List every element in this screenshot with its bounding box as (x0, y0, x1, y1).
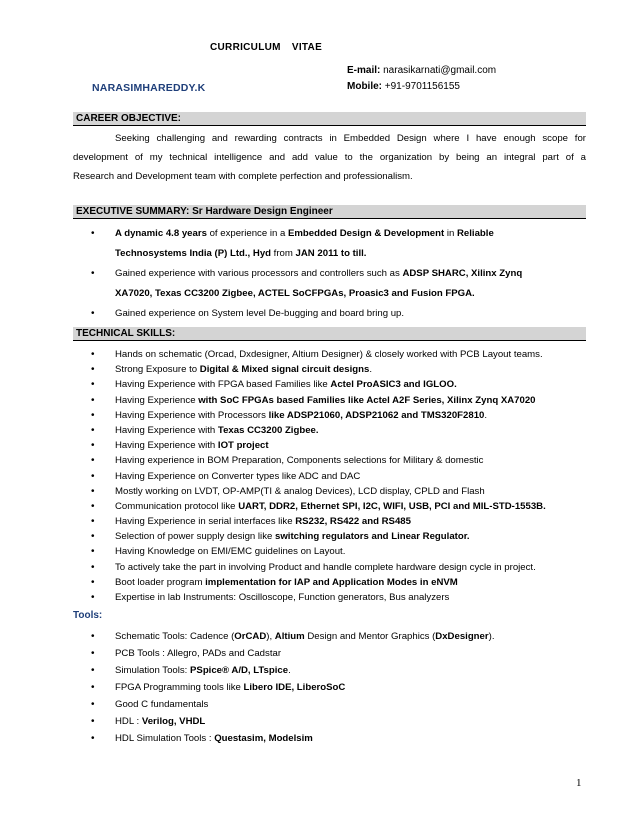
bullet-icon: • (91, 379, 95, 391)
bullet-icon: • (91, 546, 95, 558)
text-segment: A dynamic 4.8 years (115, 228, 207, 239)
text-segment: with SoC FPGAs based Families like Actel A2F Series, Xilinx Zynq XA7020 (198, 394, 536, 406)
bullet-icon: • (91, 733, 95, 744)
list-item (73, 347, 586, 362)
bullet-icon: • (91, 682, 95, 693)
text-segment: XA7020, Texas CC3200 Zigbee, ACTEL SoCFPGAs, Proasic3 and Fusion FPGA. (115, 288, 475, 299)
text-segment: UART, DDR2, Ethernet SPI, I2C, WIFI, USB, PCI and MIL-STD-1553B. (238, 500, 546, 512)
list-item (73, 469, 586, 484)
text-segment: DxDesigner (435, 631, 489, 642)
text-segment: IOT project (217, 440, 269, 452)
text-segment: Having Experience (115, 394, 199, 406)
list-item (73, 662, 586, 679)
text-segment: Expertise in lab Instruments: Oscilloscope, Function generators, Bus analyzers (115, 592, 450, 603)
text-segment: Communication protocol like (115, 500, 239, 512)
text-segment: Having Experience with (115, 424, 218, 436)
list-item (73, 362, 586, 377)
text-segment: Having experience in BOM Preparation, Components selections for Military & domestic (115, 455, 484, 467)
bullet-icon: • (91, 349, 95, 360)
text-segment: Gained experience with various processors and controllers such as (115, 268, 403, 279)
text-segment: PCB Tools : Allegro, PADs and Cadstar (115, 648, 282, 659)
list-item (73, 499, 586, 514)
list-item (73, 453, 586, 468)
technical-skills-heading: TECHNICAL SKILLS: (73, 327, 586, 341)
career-objective-text (73, 129, 586, 186)
text-segment: RS232, RS422 and RS485 (295, 516, 411, 528)
list-item (73, 529, 586, 544)
list-item (73, 514, 586, 529)
mobile-label: Mobile: (347, 81, 382, 92)
text-segment: HDL : (115, 716, 142, 727)
text-segment: Boot loader program (115, 576, 206, 588)
text-segment: Having Experience with (115, 440, 218, 452)
objective-line: Research and Development team with complete perfection and professionalism. (73, 171, 413, 182)
text-segment: from (271, 248, 296, 259)
tools-list (73, 628, 586, 747)
bullet-icon: • (91, 648, 95, 659)
text-segment: ADSP SHARC, Xilinx Zynq (402, 268, 523, 279)
text-segment: Questasim, Modelsim (214, 733, 313, 744)
list-item (73, 575, 586, 590)
text-segment: Selection of power supply design like (115, 531, 275, 543)
bullet-icon: • (91, 592, 95, 603)
list-item (73, 377, 586, 392)
text-segment: JAN 2011 to till. (295, 248, 367, 259)
bullet-icon: • (91, 394, 95, 406)
text-segment: Strong Exposure to (115, 364, 200, 376)
email-line (347, 65, 496, 76)
bullet-icon: • (91, 631, 95, 642)
objective-line: development of my technical intelligence and add value to the organization by being an integral part of a (73, 152, 586, 163)
list-item (73, 484, 586, 499)
bullet-icon: • (91, 561, 95, 573)
text-segment: PSpice® A/D, LTspice (190, 665, 289, 676)
text-segment: Having Knowledge on EMI/EMC guidelines on Layout. (115, 546, 346, 558)
list-item (73, 696, 586, 713)
text-segment: . (369, 364, 372, 376)
bullet-icon: • (91, 268, 95, 279)
list-item (73, 645, 586, 662)
technical-skills-list (73, 347, 586, 605)
text-segment: Hands on schematic (Orcad, Dxdesigner, Altium Designer) & closely worked with PCB Layout teams. (115, 349, 543, 360)
list-item (73, 264, 586, 304)
text-segment: Simulation Tools: (115, 665, 191, 676)
text-segment: Mostly working on LVDT, OP-AMP(TI & analog Devices), LCD display, CPLD and Flash (115, 485, 485, 497)
list-item-continuation (115, 244, 586, 264)
list-item (73, 713, 586, 730)
text-segment: Digital & Mixed signal circuit designs (199, 364, 370, 376)
text-segment: Reliable (457, 228, 494, 239)
text-segment: Texas CC3200 Zigbee. (217, 424, 319, 436)
career-objective-heading: CAREER OBJECTIVE: (73, 112, 586, 126)
bullet-icon: • (91, 516, 95, 528)
bullet-icon: • (91, 576, 95, 588)
text-segment: Schematic Tools: Cadence ( (115, 631, 235, 642)
text-segment: of experience in a (206, 228, 288, 239)
email-value: narasikarnati@gmail.com (383, 65, 497, 76)
text-segment: ). (488, 631, 495, 642)
text-segment: HDL Simulation Tools : (115, 733, 215, 744)
list-item (73, 544, 586, 559)
text-segment: Having Experience with FPGA based Families like (115, 379, 331, 391)
executive-summary-heading: EXECUTIVE SUMMARY: Sr Hardware Design Engineer (73, 205, 586, 219)
bullet-icon: • (91, 531, 95, 543)
executive-summary-list (73, 224, 586, 324)
list-item (73, 408, 586, 423)
list-item (73, 628, 586, 645)
text-segment: Actel ProASIC3 and IGLOO. (330, 379, 457, 391)
text-segment: Having Experience with Processors (115, 409, 269, 421)
text-segment: switching regulators and Linear Regulator. (275, 531, 470, 543)
bullet-icon: • (91, 485, 95, 497)
text-segment: Having Experience in serial interfaces like (115, 516, 296, 528)
objective-line: Seeking challenging and rewarding contracts in Embedded Design where I have enough scope for (115, 133, 586, 144)
text-segment: in (444, 228, 457, 239)
text-segment: OrCAD (234, 631, 267, 642)
text-segment: Verilog, VHDL (141, 716, 206, 727)
list-item (73, 423, 586, 438)
list-item (73, 393, 586, 408)
list-item (73, 224, 586, 264)
text-segment: Libero IDE, LiberoSoC (243, 682, 346, 693)
bullet-icon: • (91, 716, 95, 727)
bullet-icon: • (91, 665, 95, 676)
list-item (73, 560, 586, 575)
text-segment: Gained experience on System level De-bugging and board bring up. (115, 308, 405, 319)
bullet-icon: • (91, 455, 95, 467)
bullet-icon: • (91, 470, 95, 482)
text-segment: like ADSP21060, ADSP21062 and TMS320F2810 (268, 409, 485, 421)
page-number: 1 (576, 777, 582, 789)
text-segment: Technosystems India (P) Ltd., Hyd (115, 248, 272, 259)
bullet-icon: • (91, 699, 95, 710)
bullet-icon: • (91, 409, 95, 421)
text-segment: Design and Mentor Graphics ( (304, 631, 436, 642)
text-segment: . (484, 409, 488, 421)
bullet-icon: • (91, 228, 95, 239)
text-segment: implementation for IAP and Application Modes in eNVM (205, 576, 458, 588)
candidate-name: NARASIMHAREDDY.K (92, 82, 206, 94)
bullet-icon: • (91, 500, 95, 512)
list-item (73, 679, 586, 696)
text-segment: ), (266, 631, 275, 642)
tools-heading: Tools: (73, 610, 103, 621)
text-segment: Good C fundamentals (115, 699, 209, 710)
list-item (73, 730, 586, 747)
text-segment: . (288, 665, 291, 676)
bullet-icon: • (91, 308, 95, 319)
list-item (73, 590, 586, 605)
text-segment: FPGA Programming tools like (115, 682, 244, 693)
bullet-icon: • (91, 364, 95, 376)
text-segment: Embedded Design & Development (287, 228, 445, 239)
mobile-line (347, 81, 460, 92)
list-item (73, 304, 586, 324)
text-segment: To actively take the part in involving Product and handle complete hardware design cycle in project. (115, 561, 536, 573)
text-segment: Altium (274, 631, 305, 642)
list-item (73, 438, 586, 453)
document-title: CURRICULUM VITAE (210, 42, 323, 53)
text-segment: Having Experience on Converter types like ADC and DAC (115, 470, 361, 482)
mobile-value: +91-9701156155 (384, 81, 460, 92)
email-label: E-mail: (347, 65, 381, 76)
bullet-icon: • (91, 440, 95, 452)
bullet-icon: • (91, 424, 95, 436)
list-item-continuation (115, 284, 586, 304)
